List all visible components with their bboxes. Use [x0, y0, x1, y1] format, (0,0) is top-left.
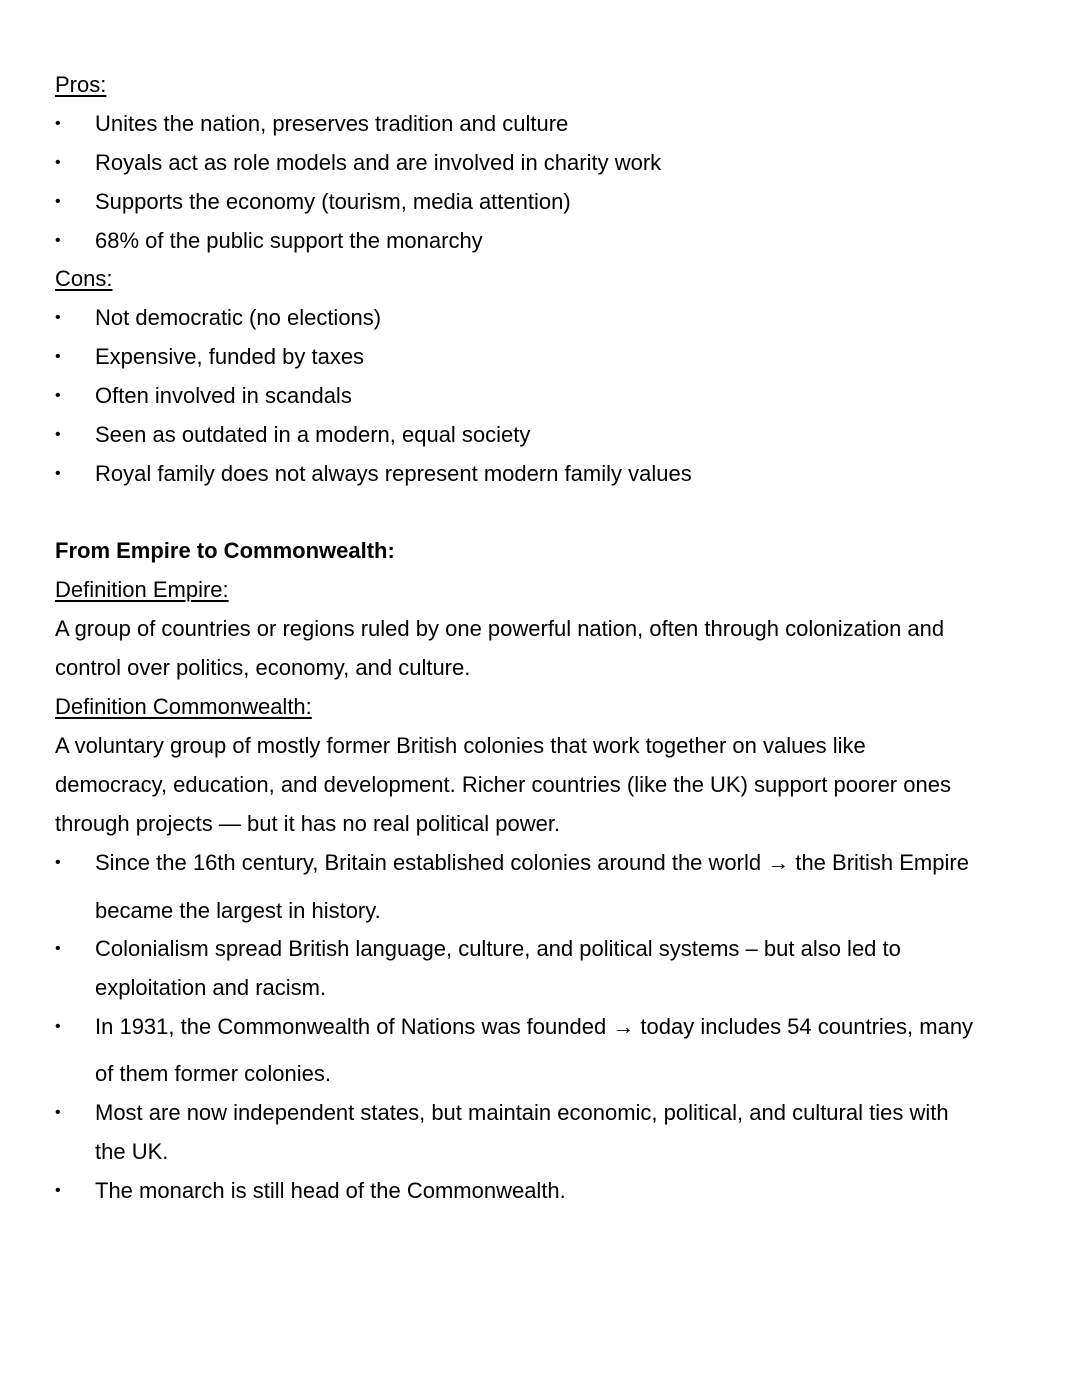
- empire-bullet-line: The monarch is still head of the Commonwealth.: [95, 1178, 566, 1203]
- definition-empire-heading: Definition Empire:: [55, 577, 229, 602]
- section-title: From Empire to Commonwealth:: [55, 538, 395, 563]
- cons-item: Royal family does not always represent modern family values: [95, 461, 692, 486]
- pros-item: Unites the nation, preserves tradition and culture: [95, 111, 569, 136]
- bullet-icon: •: [55, 1018, 61, 1035]
- definition-empire-text: control over politics, economy, and culture.: [55, 655, 471, 680]
- bullet-icon: •: [55, 1182, 61, 1199]
- empire-bullet-line: exploitation and racism.: [95, 975, 327, 1000]
- bullet-icon: •: [55, 387, 61, 404]
- definition-commonwealth-text: democracy, education, and development. Richer countries (like the UK) support poorer ones: [55, 772, 951, 797]
- empire-bullet-line: Colonialism spread British language, culture, and political systems – but also led to: [95, 936, 901, 961]
- pros-item: Royals act as role models and are involved in charity work: [95, 150, 662, 175]
- definition-empire-text: A group of countries or regions ruled by one powerful nation, often through colonization and: [55, 616, 945, 641]
- empire-bullet-line: Most are now independent states, but maintain economic, political, and cultural ties with: [95, 1100, 949, 1125]
- cons-item: Expensive, funded by taxes: [95, 344, 365, 369]
- bullet-icon: •: [55, 426, 61, 443]
- bullet-icon: •: [55, 940, 61, 957]
- definition-commonwealth-text: A voluntary group of mostly former British colonies that work together on values like: [55, 733, 866, 758]
- empire-bullet-line: became the largest in history.: [95, 898, 381, 923]
- empire-bullet-line: the UK.: [95, 1139, 169, 1164]
- empire-bullet-line: Since the 16th century, Britain established colonies around the world → the British Empire: [95, 850, 969, 875]
- definition-commonwealth-text: through projects — but it has no real political power.: [55, 811, 561, 836]
- bullet-icon: •: [55, 154, 61, 171]
- cons-item: Not democratic (no elections): [95, 305, 382, 330]
- bullet-icon: •: [55, 115, 61, 132]
- bullet-icon: •: [55, 465, 61, 482]
- bullet-icon: •: [55, 854, 61, 871]
- bullet-icon: •: [55, 348, 61, 365]
- empire-bullet-line: In 1931, the Commonwealth of Nations was founded → today includes 54 countries, many: [95, 1014, 974, 1039]
- empire-bullet-line: of them former colonies.: [95, 1061, 331, 1086]
- pros-item: Supports the economy (tourism, media attention): [95, 189, 571, 214]
- pros-heading: Pros:: [55, 72, 107, 97]
- bullet-icon: •: [55, 232, 61, 249]
- bullet-icon: •: [55, 1104, 61, 1121]
- bullet-icon: •: [55, 309, 61, 326]
- pros-item: 68% of the public support the monarchy: [95, 228, 483, 253]
- bullet-icon: •: [55, 193, 61, 210]
- cons-item: Seen as outdated in a modern, equal society: [95, 422, 531, 447]
- cons-heading: Cons:: [55, 266, 113, 291]
- definition-commonwealth-heading: Definition Commonwealth:: [55, 694, 312, 719]
- cons-item: Often involved in scandals: [95, 383, 352, 408]
